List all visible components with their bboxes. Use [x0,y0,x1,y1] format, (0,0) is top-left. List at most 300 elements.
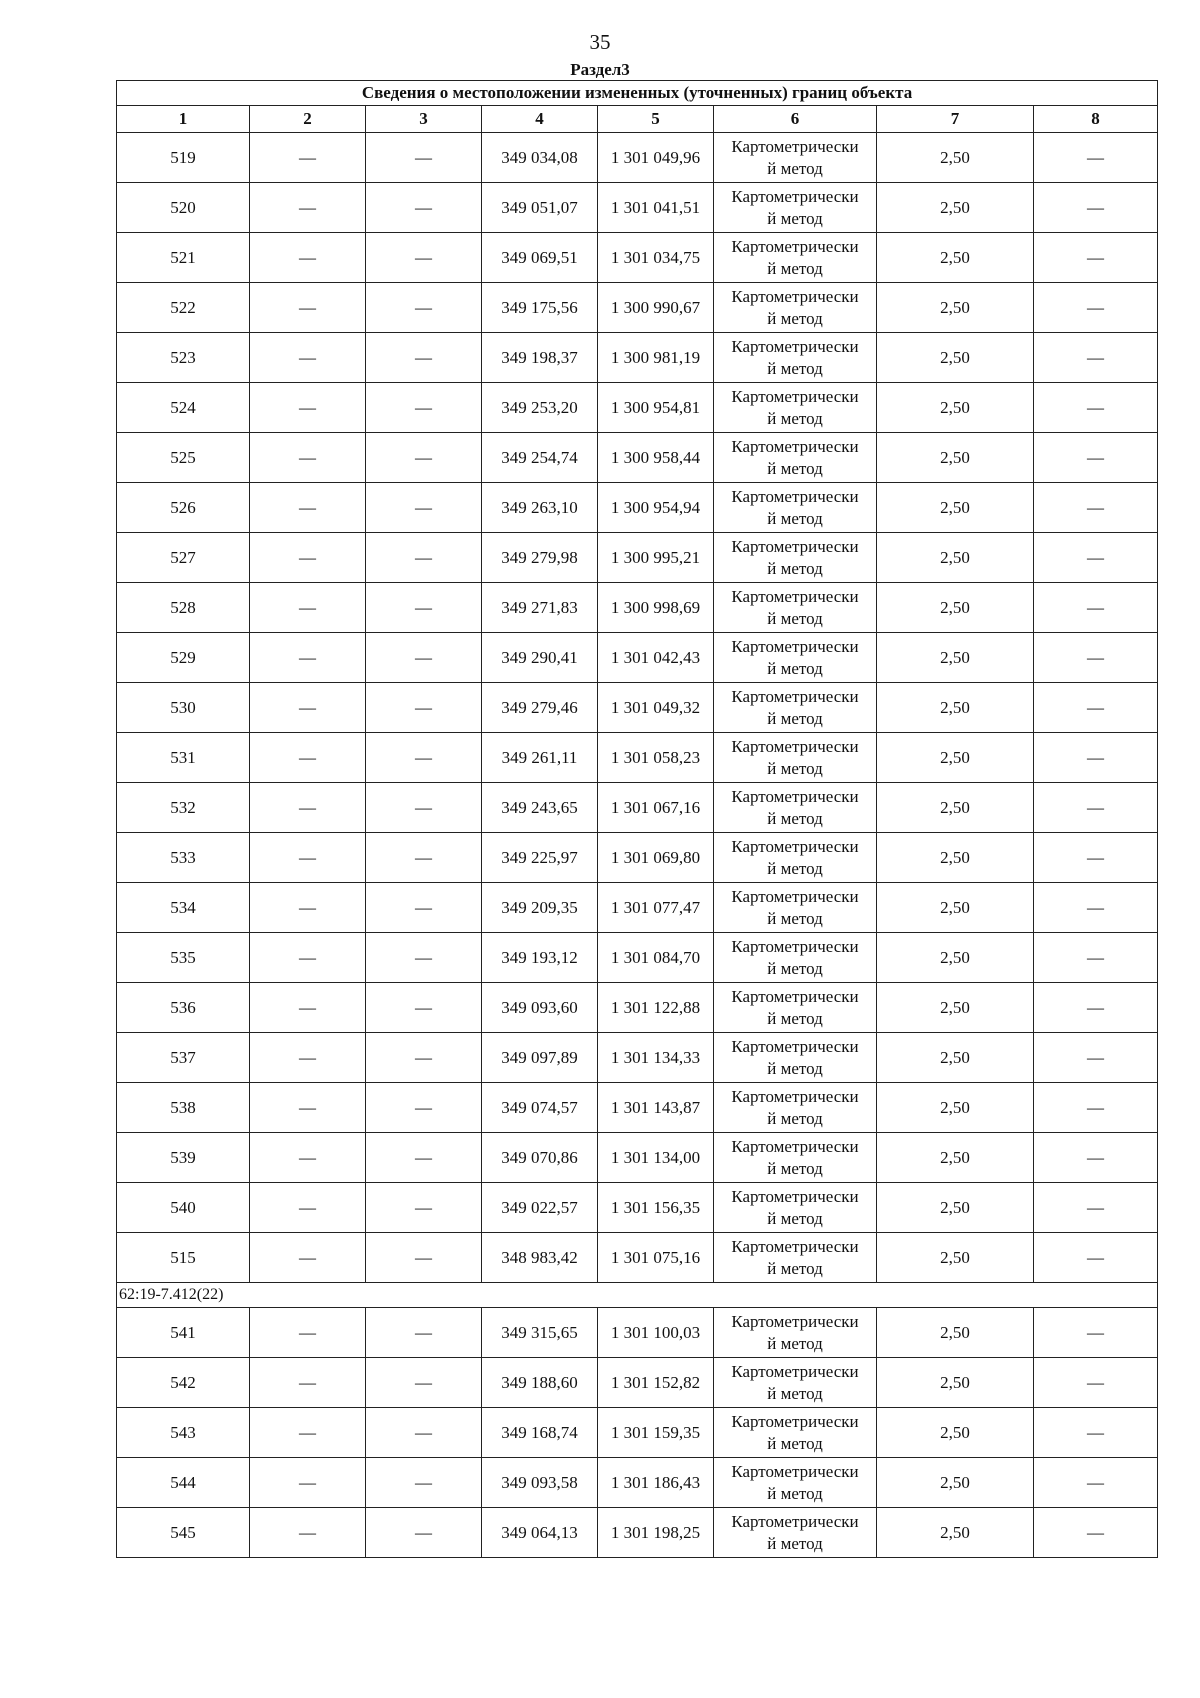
column-8-cell: — [1034,383,1158,433]
table-row [117,1033,1158,1083]
table-row [117,183,1158,233]
y-coordinate-cell: 1 301 100,03 [598,1308,714,1358]
method-text-line-2: й метод [767,608,823,628]
column-8-cell: — [1034,333,1158,383]
column-3-cell: — [366,433,482,483]
accuracy-cell: 2,50 [877,633,1034,683]
point-number-cell: 526 [117,483,250,533]
column-3-cell: — [366,1033,482,1083]
y-coordinate-cell: 1 300 954,94 [598,483,714,533]
point-number-cell: 529 [117,633,250,683]
method-text-line-2: й метод [767,1258,823,1278]
y-coordinate-cell: 1 301 058,23 [598,733,714,783]
point-number-cell: 528 [117,583,250,633]
x-coordinate-cell: 349 064,13 [482,1508,598,1558]
method-text-line-2: й метод [767,658,823,678]
method-text-line-2: й метод [767,958,823,978]
column-3-cell: — [366,1308,482,1358]
method-cell [714,1233,877,1283]
column-2-cell: — [250,633,366,683]
table-row [117,733,1158,783]
method-text-line-1: Картометрически [731,386,859,406]
group-label-row [117,1283,1158,1308]
point-number-cell: 520 [117,183,250,233]
y-coordinate-cell: 1 301 143,87 [598,1083,714,1133]
method-text-line-2: й метод [767,258,823,278]
method-cell [714,1408,877,1458]
x-coordinate-cell: 349 034,08 [482,133,598,183]
method-cell [714,1508,877,1558]
point-number-cell: 537 [117,1033,250,1083]
accuracy-cell: 2,50 [877,583,1034,633]
method-text-line-1: Картометрически [731,236,859,256]
table-row [117,1083,1158,1133]
point-number-cell: 545 [117,1508,250,1558]
y-coordinate-cell: 1 301 198,25 [598,1508,714,1558]
table-row [117,1508,1158,1558]
y-coordinate-cell: 1 301 084,70 [598,933,714,983]
method-cell [714,133,877,183]
x-coordinate-cell: 349 290,41 [482,633,598,683]
point-number-cell: 539 [117,1133,250,1183]
accuracy-cell: 2,50 [877,233,1034,283]
column-header: 3 [366,106,482,133]
method-cell [714,1308,877,1358]
method-cell [714,633,877,683]
method-cell [714,333,877,383]
point-number-cell: 519 [117,133,250,183]
method-text-line-1: Картометрически [731,936,859,956]
point-number-cell: 536 [117,983,250,1033]
method-cell [714,983,877,1033]
method-cell [714,583,877,633]
accuracy-cell: 2,50 [877,1083,1034,1133]
column-2-cell: — [250,1083,366,1133]
method-text-line-1: Картометрически [731,1036,859,1056]
x-coordinate-cell: 349 263,10 [482,483,598,533]
column-2-cell: — [250,833,366,883]
y-coordinate-cell: 1 301 152,82 [598,1358,714,1408]
point-number-cell: 538 [117,1083,250,1133]
accuracy-cell: 2,50 [877,1133,1034,1183]
accuracy-cell: 2,50 [877,783,1034,833]
table-row [117,1458,1158,1508]
column-8-cell: — [1034,1408,1158,1458]
column-8-cell: — [1034,533,1158,583]
method-cell [714,683,877,733]
method-cell [714,1133,877,1183]
point-number-cell: 524 [117,383,250,433]
column-8-cell: — [1034,933,1158,983]
accuracy-cell: 2,50 [877,133,1034,183]
table-row [117,533,1158,583]
method-text-line-1: Картометрически [731,1311,859,1331]
table-row [117,583,1158,633]
method-cell [714,1183,877,1233]
column-8-cell: — [1034,583,1158,633]
point-number-cell: 533 [117,833,250,883]
method-text-line-2: й метод [767,1008,823,1028]
column-3-cell: — [366,233,482,283]
method-cell [714,733,877,783]
column-2-cell: — [250,583,366,633]
method-text-line-1: Картометрически [731,836,859,856]
table-row [117,333,1158,383]
x-coordinate-cell: 349 225,97 [482,833,598,883]
method-cell [714,533,877,583]
accuracy-cell: 2,50 [877,533,1034,583]
method-text-line-1: Картометрически [731,1361,859,1381]
column-8-cell: — [1034,683,1158,733]
table-row [117,883,1158,933]
accuracy-cell: 2,50 [877,683,1034,733]
accuracy-cell: 2,50 [877,1183,1034,1233]
table-row [117,1308,1158,1358]
table-row [117,133,1158,183]
accuracy-cell: 2,50 [877,1408,1034,1458]
method-text-line-1: Картометрически [731,136,859,156]
table-row [117,483,1158,533]
column-2-cell: — [250,683,366,733]
accuracy-cell: 2,50 [877,1458,1034,1508]
method-text-line-2: й метод [767,1383,823,1403]
x-coordinate-cell: 349 168,74 [482,1408,598,1458]
method-text-line-1: Картометрически [731,1461,859,1481]
column-2-cell: — [250,133,366,183]
point-number-cell: 541 [117,1308,250,1358]
x-coordinate-cell: 348 983,42 [482,1233,598,1283]
column-8-cell: — [1034,483,1158,533]
method-cell [714,183,877,233]
table-row [117,783,1158,833]
column-2-cell: — [250,1508,366,1558]
method-text-line-2: й метод [767,558,823,578]
y-coordinate-cell: 1 301 077,47 [598,883,714,933]
y-coordinate-cell: 1 301 049,96 [598,133,714,183]
y-coordinate-cell: 1 301 134,00 [598,1133,714,1183]
table-row [117,1233,1158,1283]
table-row [117,283,1158,333]
x-coordinate-cell: 349 279,98 [482,533,598,583]
column-8-cell: — [1034,1233,1158,1283]
column-header: 1 [117,106,250,133]
method-text-line-2: й метод [767,508,823,528]
column-8-cell: — [1034,833,1158,883]
y-coordinate-cell: 1 300 995,21 [598,533,714,583]
method-text-line-2: й метод [767,708,823,728]
table-row [117,683,1158,733]
column-8-cell: — [1034,433,1158,483]
method-text-line-1: Картометрически [731,636,859,656]
column-header: 5 [598,106,714,133]
column-3-cell: — [366,1508,482,1558]
method-text-line-2: й метод [767,758,823,778]
column-2-cell: — [250,1408,366,1458]
page-number: 35 [589,30,611,54]
method-text-line-1: Картометрически [731,536,859,556]
column-8-cell: — [1034,633,1158,683]
method-text-line-2: й метод [767,408,823,428]
column-2-cell: — [250,483,366,533]
accuracy-cell: 2,50 [877,483,1034,533]
x-coordinate-cell: 349 069,51 [482,233,598,283]
column-2-cell: — [250,783,366,833]
column-8-cell: — [1034,233,1158,283]
x-coordinate-cell: 349 074,57 [482,1083,598,1133]
table-row [117,833,1158,883]
y-coordinate-cell: 1 301 041,51 [598,183,714,233]
method-cell [714,483,877,533]
method-text-line-2: й метод [767,1483,823,1503]
point-number-cell: 525 [117,433,250,483]
column-8-cell: — [1034,883,1158,933]
method-cell [714,233,877,283]
x-coordinate-cell: 349 093,60 [482,983,598,1033]
column-2-cell: — [250,983,366,1033]
method-text-line-1: Картометрически [731,286,859,306]
y-coordinate-cell: 1 300 990,67 [598,283,714,333]
column-8-cell: — [1034,1458,1158,1508]
x-coordinate-cell: 349 193,12 [482,933,598,983]
column-3-cell: — [366,1408,482,1458]
column-2-cell: — [250,433,366,483]
accuracy-cell: 2,50 [877,1233,1034,1283]
column-8-cell: — [1034,183,1158,233]
table-header-row [117,106,1158,133]
column-3-cell: — [366,283,482,333]
column-3-cell: — [366,933,482,983]
accuracy-cell: 2,50 [877,433,1034,483]
table-row [117,983,1158,1033]
method-text-line-1: Картометрически [731,886,859,906]
column-2-cell: — [250,1033,366,1083]
column-2-cell: — [250,933,366,983]
point-number-cell: 543 [117,1408,250,1458]
column-3-cell: — [366,533,482,583]
accuracy-cell: 2,50 [877,1033,1034,1083]
y-coordinate-cell: 1 301 156,35 [598,1183,714,1233]
group-label: 62:19-7.412(22) [117,1283,1158,1308]
method-text-line-2: й метод [767,1533,823,1553]
y-coordinate-cell: 1 301 042,43 [598,633,714,683]
point-number-cell: 530 [117,683,250,733]
column-8-cell: — [1034,133,1158,183]
x-coordinate-cell: 349 198,37 [482,333,598,383]
x-coordinate-cell: 349 093,58 [482,1458,598,1508]
y-coordinate-cell: 1 300 954,81 [598,383,714,433]
table-row [117,933,1158,983]
method-cell [714,933,877,983]
column-8-cell: — [1034,1358,1158,1408]
method-cell [714,833,877,883]
column-3-cell: — [366,633,482,683]
method-text-line-2: й метод [767,908,823,928]
method-text-line-1: Картометрически [731,686,859,706]
method-text-line-1: Картометрически [731,186,859,206]
column-8-cell: — [1034,283,1158,333]
column-3-cell: — [366,1083,482,1133]
table-row [117,1133,1158,1183]
column-2-cell: — [250,1358,366,1408]
method-text-line-1: Картометрически [731,486,859,506]
method-text-line-2: й метод [767,1433,823,1453]
accuracy-cell: 2,50 [877,183,1034,233]
column-3-cell: — [366,1458,482,1508]
column-3-cell: — [366,133,482,183]
y-coordinate-cell: 1 301 122,88 [598,983,714,1033]
y-coordinate-cell: 1 301 069,80 [598,833,714,883]
y-coordinate-cell: 1 301 075,16 [598,1233,714,1283]
x-coordinate-cell: 349 279,46 [482,683,598,733]
x-coordinate-cell: 349 261,11 [482,733,598,783]
method-text-line-1: Картометрически [731,336,859,356]
method-text-line-1: Картометрически [731,1136,859,1156]
method-text-line-1: Картометрически [731,1236,859,1256]
x-coordinate-cell: 349 315,65 [482,1308,598,1358]
y-coordinate-cell: 1 301 186,43 [598,1458,714,1508]
point-number-cell: 521 [117,233,250,283]
x-coordinate-cell: 349 097,89 [482,1033,598,1083]
accuracy-cell: 2,50 [877,1308,1034,1358]
table-caption: Сведения о местоположении измененных (уточненных) границ объекта [117,81,1158,106]
method-cell [714,1083,877,1133]
column-8-cell: — [1034,1083,1158,1133]
method-text-line-1: Картометрически [731,1411,859,1431]
accuracy-cell: 2,50 [877,283,1034,333]
method-cell [714,1033,877,1083]
accuracy-cell: 2,50 [877,983,1034,1033]
column-header: 6 [714,106,877,133]
y-coordinate-cell: 1 301 067,16 [598,783,714,833]
y-coordinate-cell: 1 300 998,69 [598,583,714,633]
x-coordinate-cell: 349 051,07 [482,183,598,233]
method-cell [714,1458,877,1508]
method-cell [714,783,877,833]
column-2-cell: — [250,1183,366,1233]
y-coordinate-cell: 1 300 981,19 [598,333,714,383]
column-3-cell: — [366,783,482,833]
method-text-line-1: Картометрически [731,986,859,1006]
column-3-cell: — [366,733,482,783]
method-text-line-2: й метод [767,1158,823,1178]
point-number-cell: 531 [117,733,250,783]
column-8-cell: — [1034,1308,1158,1358]
column-header: 2 [250,106,366,133]
method-text-line-2: й метод [767,1108,823,1128]
column-3-cell: — [366,1233,482,1283]
table-row [117,1358,1158,1408]
column-3-cell: — [366,683,482,733]
column-2-cell: — [250,883,366,933]
method-cell [714,883,877,933]
x-coordinate-cell: 349 271,83 [482,583,598,633]
method-text-line-2: й метод [767,1333,823,1353]
table-caption-row [117,81,1158,106]
column-2-cell: — [250,183,366,233]
accuracy-cell: 2,50 [877,883,1034,933]
column-3-cell: — [366,583,482,633]
method-text-line-2: й метод [767,158,823,178]
method-text-line-1: Картометрически [731,586,859,606]
column-3-cell: — [366,333,482,383]
point-number-cell: 540 [117,1183,250,1233]
x-coordinate-cell: 349 188,60 [482,1358,598,1408]
column-header: 7 [877,106,1034,133]
point-number-cell: 515 [117,1233,250,1283]
column-8-cell: — [1034,1508,1158,1558]
column-8-cell: — [1034,1033,1158,1083]
point-number-cell: 532 [117,783,250,833]
column-3-cell: — [366,883,482,933]
method-text-line-2: й метод [767,1058,823,1078]
accuracy-cell: 2,50 [877,383,1034,433]
column-8-cell: — [1034,783,1158,833]
method-text-line-1: Картометрически [731,436,859,456]
column-2-cell: — [250,1458,366,1508]
column-8-cell: — [1034,1133,1158,1183]
accuracy-cell: 2,50 [877,1508,1034,1558]
column-3-cell: — [366,1133,482,1183]
method-text-line-2: й метод [767,308,823,328]
method-cell [714,1358,877,1408]
x-coordinate-cell: 349 175,56 [482,283,598,333]
method-text-line-2: й метод [767,858,823,878]
x-coordinate-cell: 349 253,20 [482,383,598,433]
column-3-cell: — [366,1183,482,1233]
section-title: Раздел3 [570,60,630,79]
method-text-line-2: й метод [767,458,823,478]
x-coordinate-cell: 349 070,86 [482,1133,598,1183]
table-row [117,1408,1158,1458]
accuracy-cell: 2,50 [877,733,1034,783]
method-text-line-2: й метод [767,208,823,228]
column-header: 8 [1034,106,1158,133]
method-text-line-2: й метод [767,358,823,378]
method-text-line-1: Картометрически [731,1186,859,1206]
column-2-cell: — [250,333,366,383]
method-text-line-1: Картометрически [731,1511,859,1531]
column-2-cell: — [250,1233,366,1283]
column-3-cell: — [366,383,482,433]
method-text-line-1: Картометрически [731,1086,859,1106]
method-text-line-2: й метод [767,808,823,828]
column-2-cell: — [250,533,366,583]
boundary-coordinates-table [116,80,1158,1558]
column-2-cell: — [250,383,366,433]
column-2-cell: — [250,233,366,283]
x-coordinate-cell: 349 022,57 [482,1183,598,1233]
accuracy-cell: 2,50 [877,333,1034,383]
method-text-line-2: й метод [767,1208,823,1228]
table-row [117,1183,1158,1233]
column-header: 4 [482,106,598,133]
point-number-cell: 535 [117,933,250,983]
accuracy-cell: 2,50 [877,833,1034,883]
column-2-cell: — [250,733,366,783]
table-row [117,383,1158,433]
column-8-cell: — [1034,1183,1158,1233]
y-coordinate-cell: 1 300 958,44 [598,433,714,483]
accuracy-cell: 2,50 [877,933,1034,983]
y-coordinate-cell: 1 301 134,33 [598,1033,714,1083]
point-number-cell: 544 [117,1458,250,1508]
column-3-cell: — [366,833,482,883]
column-3-cell: — [366,1358,482,1408]
method-cell [714,383,877,433]
x-coordinate-cell: 349 243,65 [482,783,598,833]
method-cell [714,433,877,483]
y-coordinate-cell: 1 301 034,75 [598,233,714,283]
